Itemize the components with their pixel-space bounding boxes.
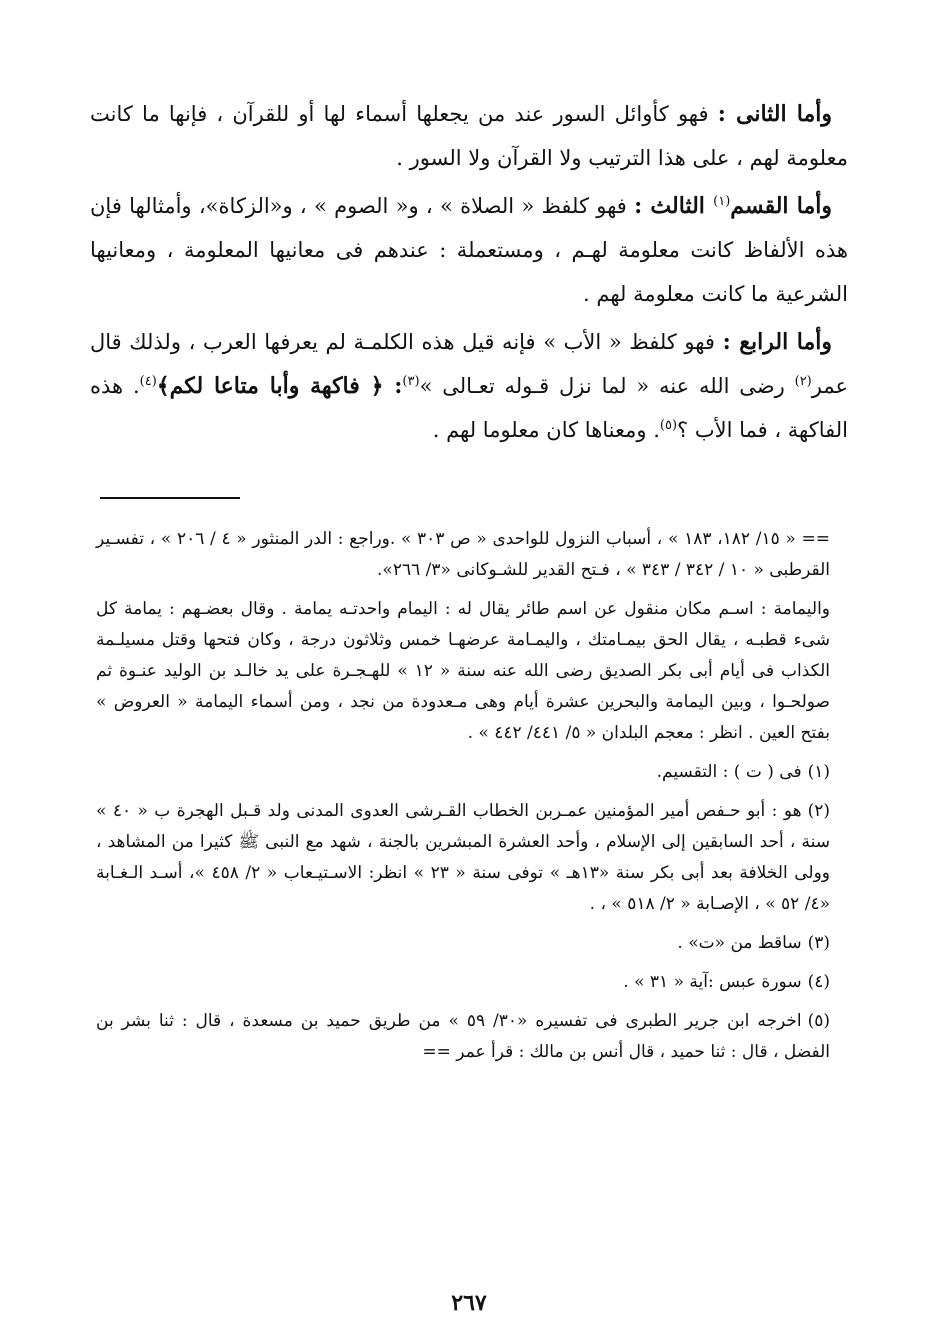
- paragraph-lead: وأما القسم: [730, 193, 832, 219]
- footnote-ref: (٤): [139, 374, 157, 389]
- paragraph-text-e: . ومعناها كان معلوما لهم .: [432, 418, 660, 442]
- footnote-number: (١): [807, 762, 830, 782]
- footnote-number: (٢): [807, 801, 830, 821]
- paragraph-text-d: . هذه الفاكهة ، فما الأب ؟: [90, 374, 848, 442]
- footnotes: [96, 524, 830, 1076]
- footnote-number: (٤): [807, 972, 830, 992]
- paragraph-text-a: فهو كلفظ « الأب » فإنه قيل هذه الكلمـة لم يعرفها العرب ، ولذلك قال عمر: [90, 330, 849, 398]
- footnote-number: (٥): [807, 1011, 830, 1031]
- quran-verse: : ﴿ فاكهة وأبا متاعا لكم﴾: [156, 373, 403, 399]
- paragraph-text-b: رضى الله عنه « لما نزل قـوله تعـالى »: [419, 374, 795, 398]
- paragraph-lead-continued: الثالث :: [634, 193, 714, 219]
- paragraph-text: فهو كلفظ « الصلاة » ، و« الصوم » ، و«الزكاة»، وأمثالها فإن هذه الألفاظ كانت معلومة لهـم ، ومستعملة : عندهم فى معانيها المعلومة ، ومعانيها الشرعية ما كانت معلومة لهم .: [90, 194, 848, 306]
- paragraph-lead: وأما الثانى :: [717, 101, 833, 127]
- footnote-continuation-yamama: واليمامة : اسـم مكان منقول عن اسم طائر يقال له : اليمام واحدتـه يمامة . وقال بعضـهم : يمامة كل شىء قطبـه ، يقال الحق بيمـامتك ، واليمـامة عرضهـا خمس وثلاثون درجة ، وكان فتحها وقتل مسيلـمة الكذاب فى أيام أبى بكر الصديق رضى الله عنه سنة « ١٢ » للهـجـرة على يد خالـد بن الوليد عنـوة ثم صولحـوا ، وبين اليمامة والبحرين عشرة أيام وهى مـعدودة من نجد ، ومن أسماء اليمامة « العروض » بفتح العين . انظر : معجم البلدان « ٥/ ٤٤١/ ٤٤٢ » .: [96, 599, 830, 743]
- paragraph-lead: وأما الرابع :: [722, 329, 832, 355]
- footnote-text: اخرجه ابن جرير الطبرى فى تفسيره «٣٠/ ٥٩ » من طريق حميد بن مسعدة ، قال : ثنا بشر بن الفضل ، قال : ثنا حميد ، قال أنس بن مالك : قرأ عمر ==: [96, 1011, 830, 1062]
- footnote-text: ساقط من «ت» .: [677, 933, 802, 953]
- footnote-continuation: == « ١٥/ ١٨٢، ١٨٣ » ، أسباب النزول للواحدى « ص ٣٠٣ » .وراجع : الدر المنثور « ٤ / ٢٠٦ » ، تفسـير القرطبى « ١٠ / ٣٤٢ / ٣٤٣ » ، فـتح القدير للشـوكانى «٣/ ٢٦٦».: [96, 529, 830, 580]
- footnote-ref: (٣): [402, 374, 420, 389]
- footnote-ref: (٥): [659, 418, 678, 433]
- footnote-text: سورة عبس :آية « ٣١ » .: [623, 972, 802, 992]
- footnote-number: (٣): [807, 933, 830, 953]
- footnote-text: هو : أبو حـفص أمير المؤمنين عمـربن الخطاب القـرشى العدوى المدنى ولد قـبل الهجرة ب « ٤٠ » سنة ، أحد السابقين إلى الإسلام ، وأحد العشرة المبشرين بالجنة ، شهد مع النبى ﷺ كثيرا من المشاهد ، وولى الخلافة بعد أبى بكر سنة «١٣هـ » توفى سنة « ٢٣ » انظر: الاسـتيـعاب « ٢/ ٤٥٨ »، أسـد الـغـابة «٤/ ٥٢ » ، الإصـابة « ٢/ ٥١٨ » ، .: [96, 801, 830, 914]
- page-number: ٢٦٧: [451, 1290, 487, 1316]
- paragraph-third-section: [90, 184, 848, 316]
- footnote-3: [96, 928, 830, 959]
- footnote-4: [96, 967, 830, 998]
- main-text: [90, 92, 848, 456]
- footnote-5: [96, 1006, 830, 1068]
- paragraph-text: فهو كأوائل السور عند من يجعلها أسماء لها أو للقرآن ، فإنها ما كانت معلومة لهم ، على هذا الترتيب ولا القرآن ولا السور .: [90, 102, 848, 170]
- footnote-separator: [100, 497, 240, 499]
- paragraph-fourth-section: [90, 320, 848, 452]
- footnote-ref: (٢): [794, 374, 812, 389]
- footnote-text: فى ( ت ) : التقسيم.: [656, 762, 802, 782]
- footnote-2: [96, 796, 830, 920]
- footnote-1: [96, 757, 830, 788]
- footnote-ref: (١): [713, 194, 731, 209]
- paragraph-second-section: [90, 92, 848, 180]
